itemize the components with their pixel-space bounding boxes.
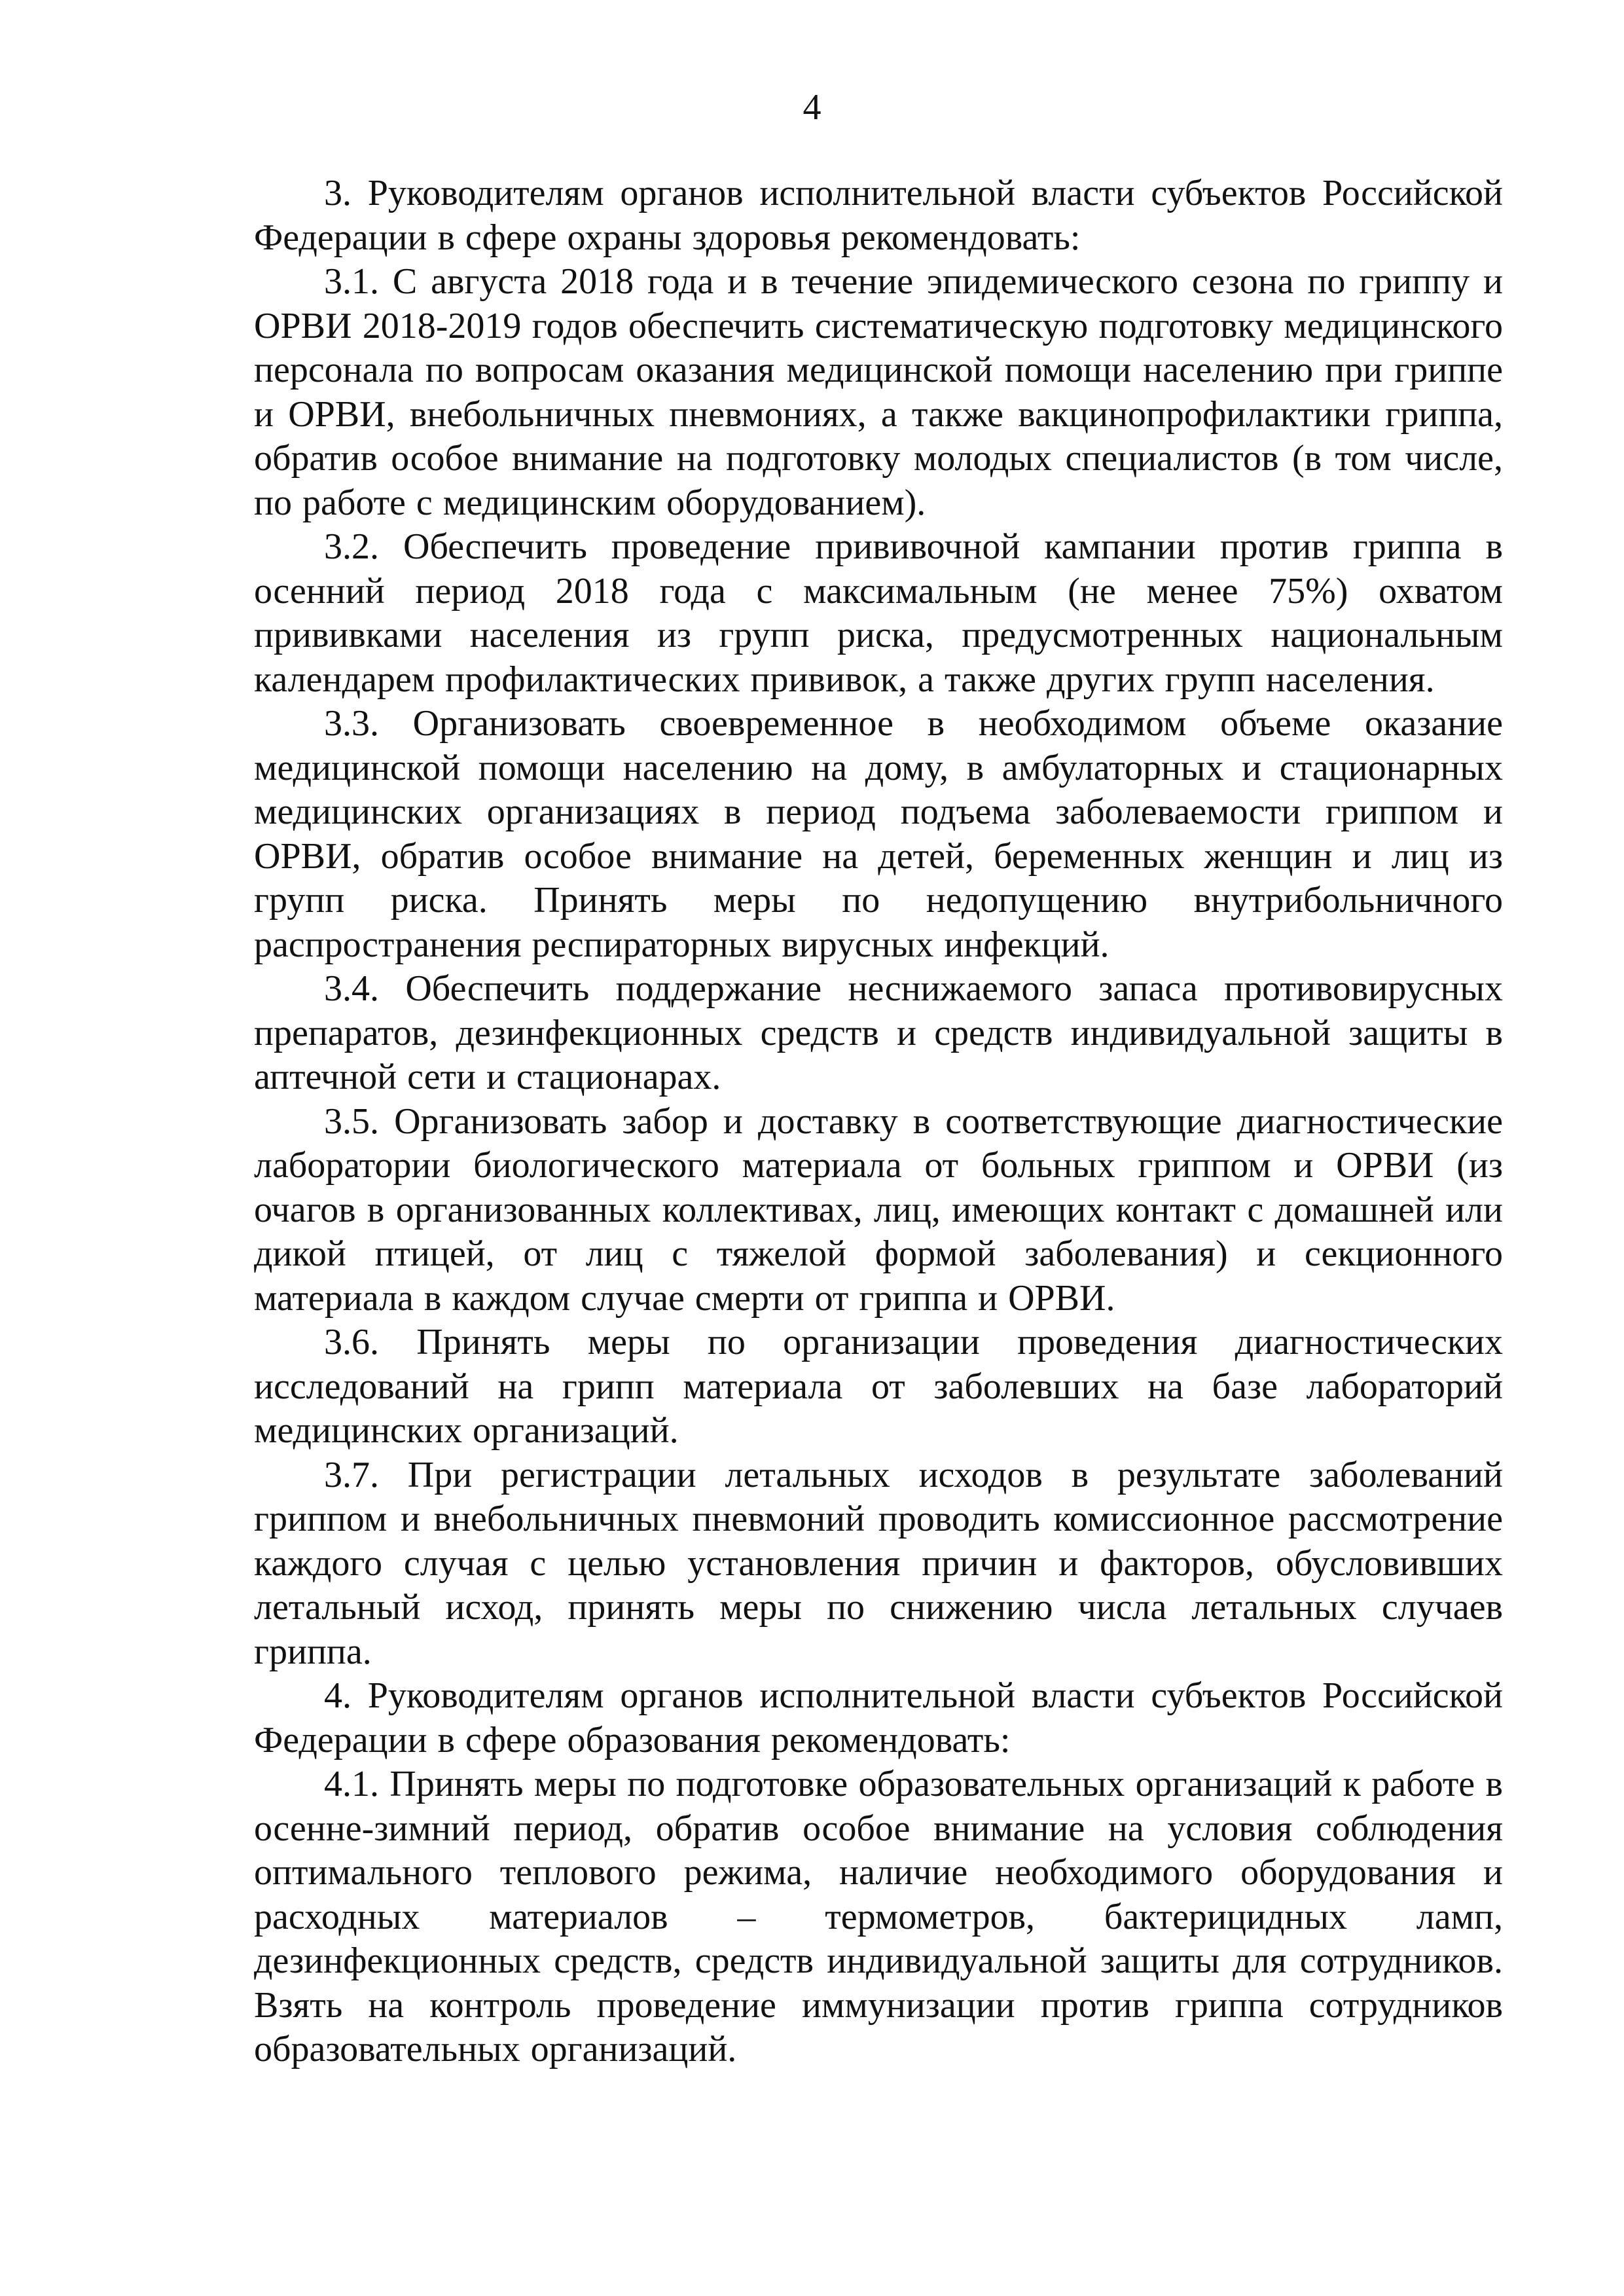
paragraph-3-5: 3.5. Организовать забор и доставку в соответствующие диагностические лаборатории биологического материала от больных гриппом и ОРВИ (из очагов в организованных коллективах, лиц, имеющих контакт с домашней или дикой птицей, от лиц с тяжелой формой заболевания) и секционного материала в каждом случае смерти от гриппа и ОРВИ. [254,1101,1503,1319]
paragraph-3-2: 3.2. Обеспечить проведение прививочной кампании против гриппа в осенний период 2018 года с максимальным (не менее 75%) охватом прививками населения из групп риска, предусмотренных национальным календарем профилактических прививок, а также других групп населения. [254,526,1503,700]
paragraph-3-6: 3.6. Принять меры по организации проведения диагностических исследований на грипп материала от заболевших на базе лабораторий медицинских организаций. [254,1322,1503,1451]
paragraph-3-1: 3.1. С августа 2018 года и в течение эпидемического сезона по гриппу и ОРВИ 2018-2019 годов обеспечить систематическую подготовку медицинского персонала по вопросам оказания медицинской помощи населению при гриппе и ОРВИ, внебольничных пневмониях, а также вакцинопрофилактики гриппа, обратив особое внимание на подготовку молодых специалистов (в том числе, по работе с медицинским оборудованием). [254,261,1503,523]
paragraph-4-1: 4.1. Принять меры по подготовке образовательных организаций к работе в осенне-зимний период, обратив особое внимание на условия соблюдения оптимального теплового режима, наличие необходимого оборудования и расходных материалов – термометров, бактерицидных ламп, дезинфекционных средств, средств индивидуальной защиты для сотрудников. Взять на контроль проведение иммунизации против гриппа сотрудников образовательных организаций. [254,1764,1503,2069]
paragraph-4: 4. Руководителям органов исполнительной власти субъектов Российской Федерации в сфере образования рекомендовать: [254,1675,1503,1760]
paragraph-3: 3. Руководителям органов исполнительной власти субъектов Российской Федерации в сфере охраны здоровья рекомендовать: [254,173,1503,258]
page-number: 4 [803,87,821,128]
paragraph-3-7: 3.7. При регистрации летальных исходов в результате заболеваний гриппом и внебольничных пневмоний проводить комиссионное рассмотрение каждого случая с целью установления причин и факторов, обусловивших летальный исход, принять меры по снижению числа летальных случаев гриппа. [254,1454,1503,1672]
paragraph-3-4: 3.4. Обеспечить поддержание неснижаемого запаса противовирусных препаратов, дезинфекционных средств и средств индивидуальной защиты в аптечной сети и стационарах. [254,968,1503,1097]
document-body [254,172,1503,2072]
paragraph-3-3: 3.3. Организовать своевременное в необходимом объеме оказание медицинской помощи населению на дому, в амбулаторных и стационарных медицинских организациях в период подъема заболеваемости гриппом и ОРВИ, обратив особое внимание на детей, беременных женщин и лиц из групп риска. Принять меры по недопущению внутрибольничного распространения респираторных вирусных инфекций. [254,703,1503,965]
